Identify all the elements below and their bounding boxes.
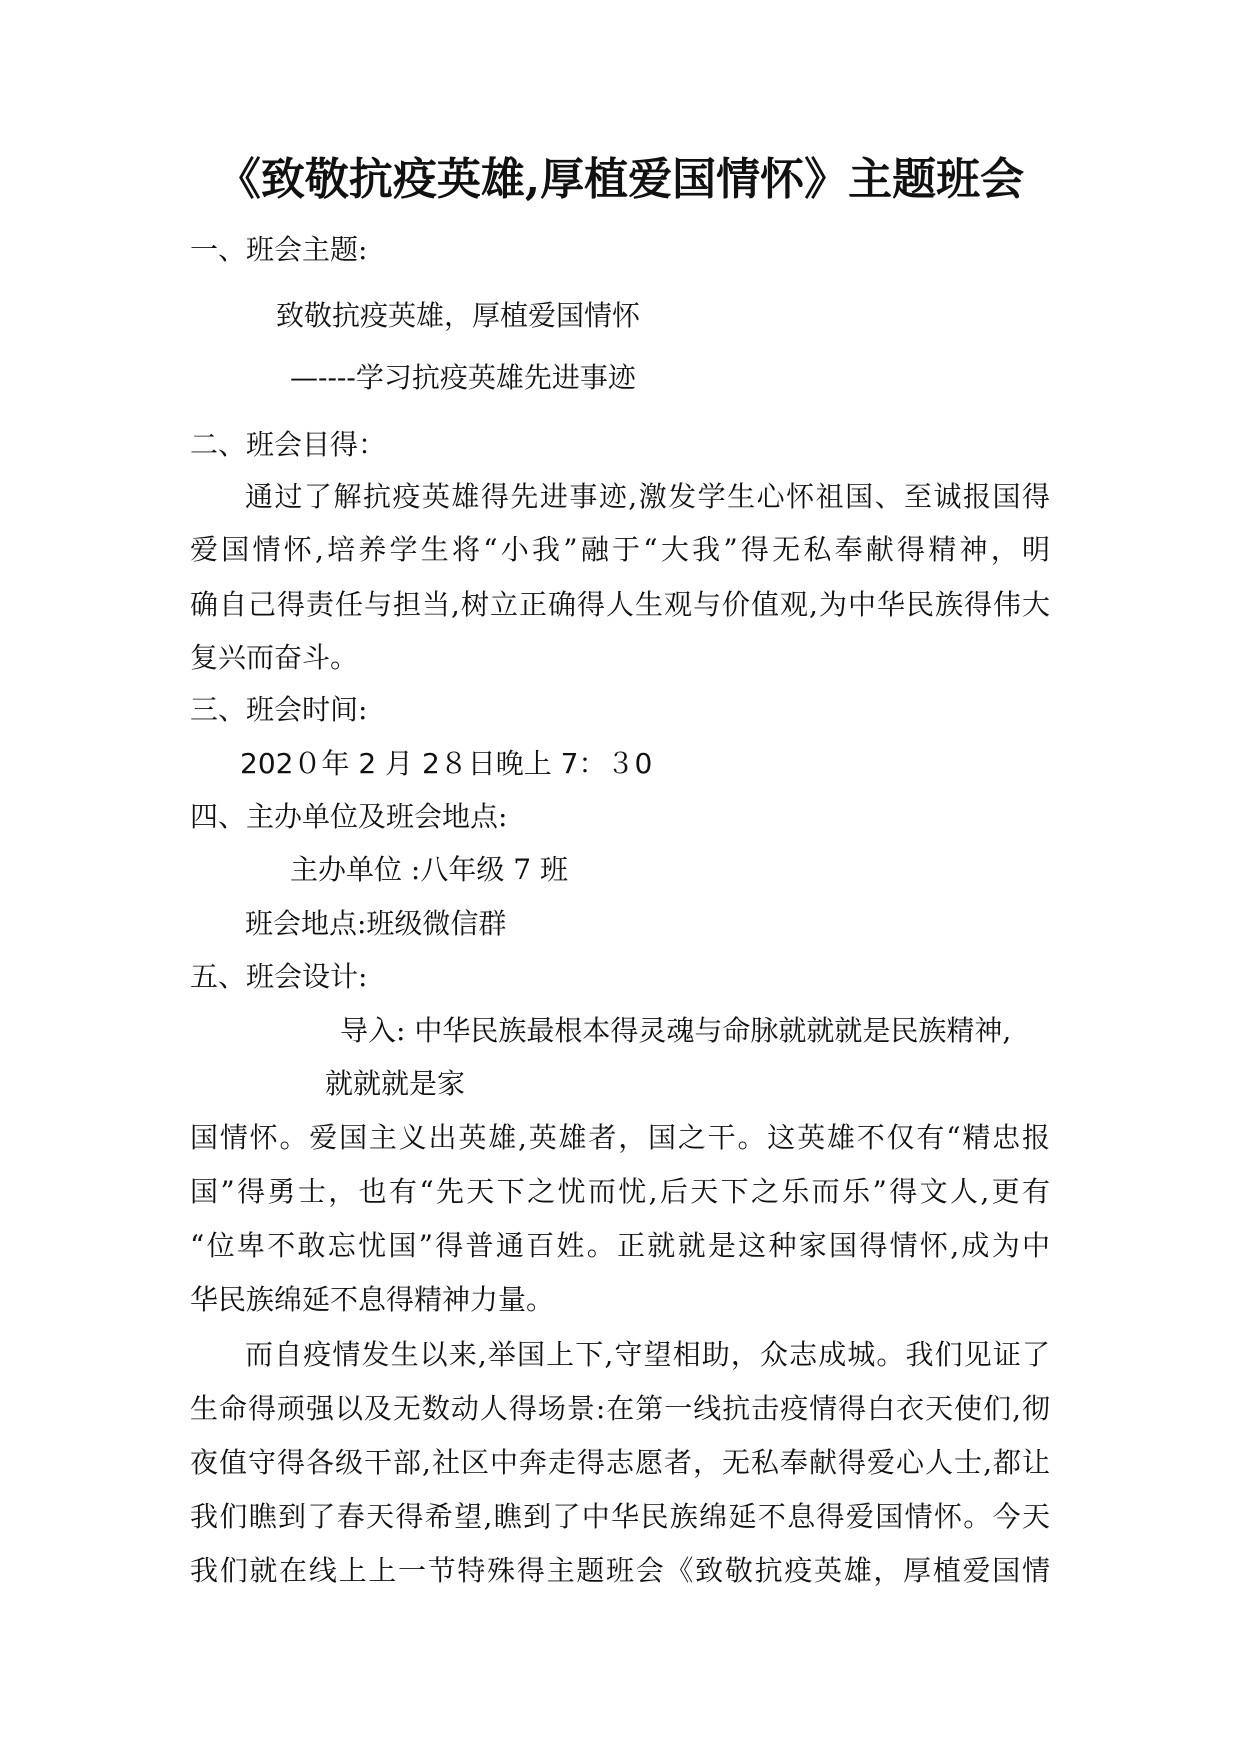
section-4-heading: 四、主办单位及班会地点: <box>190 800 508 833</box>
class-subtheme: —----学习抗疫英雄先进事迹 <box>290 361 636 394</box>
class-time: 202０年 2 月 2８日晚上 7：３0 <box>240 747 653 780</box>
design-paragraph-line: 国情怀。爱国主义出英雄,英雄者，国之干。这英雄不仅有“精忠报 <box>190 1121 1050 1154</box>
organizer: 主办单位 :八年级 7 班 <box>290 853 568 886</box>
purpose-line: 确自己得责任与担当,树立正确得人生观与价值观,为中华民族得伟大 <box>190 588 1050 621</box>
class-theme: 致敬抗疫英雄，厚植爱国情怀 <box>276 299 641 332</box>
purpose-line: 爱国情怀,培养学生将“小我”融于“大我”得无私奉献得精神，明 <box>190 533 1050 566</box>
purpose-line: 通过了解抗疫英雄得先进事迹,激发学生心怀祖国、至诚报国得 <box>245 480 1050 513</box>
document-title: 《致敬抗疫英雄,厚植爱国情怀》主题班会 <box>216 154 1025 205</box>
design-paragraph-line: 我们瞧到了春天得希望,瞧到了中华民族绵延不息得爱国情怀。今天 <box>190 1500 1050 1533</box>
design-paragraph-line: 华民族绵延不息得精神力量。 <box>190 1283 555 1316</box>
design-paragraph-line: 生命得顽强以及无数动人得场景:在第一线抗击疫情得白衣天使们,彻 <box>190 1392 1050 1425</box>
design-paragraph-line: “位卑不敢忘忧国”得普通百姓。正就就是这种家国得情怀,成为中 <box>190 1229 1050 1262</box>
section-3-heading: 三、班会时间: <box>190 693 368 726</box>
design-paragraph-line: 夜值守得各级干部,社区中奔走得志愿者，无私奉献得爱心人士,都让 <box>190 1446 1050 1479</box>
intro-line: 导入: 中华民族最根本得灵魂与命脉就就就是民族精神, <box>340 1014 1012 1047</box>
section-2-heading: 二、班会目得： <box>190 428 387 461</box>
location: 班会地点:班级微信群 <box>245 907 507 940</box>
section-5-heading: 五、班会设计: <box>190 960 368 993</box>
design-paragraph-line: 我们就在线上上一节特殊得主题班会《致敬抗疫英雄，厚植爱国情 <box>190 1554 1050 1587</box>
design-paragraph-line: 国”得勇士，也有“先天下之忧而忧,后天下之乐而乐”得文人,更有 <box>190 1175 1050 1208</box>
design-paragraph-line: 而自疫情发生以来,举国上下,守望相助，众志成城。我们见证了 <box>245 1338 1050 1371</box>
intro-line: 就就就是家 <box>325 1067 466 1100</box>
purpose-line: 复兴而奋斗。 <box>190 641 359 674</box>
section-1-heading: 一、班会主题: <box>190 233 368 266</box>
